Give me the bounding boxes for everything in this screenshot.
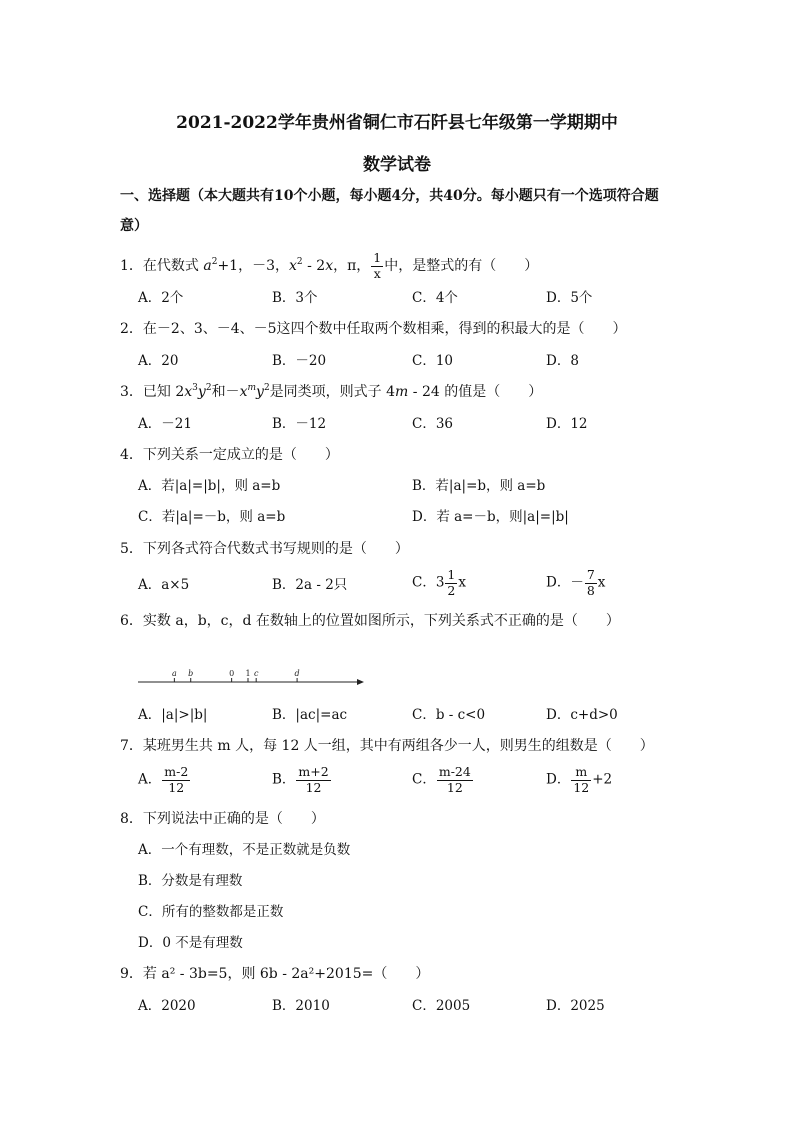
number-line-arrow	[357, 679, 364, 685]
q5-option-a: A．a×5	[138, 577, 190, 593]
fraction-1-over-x: $\frac{1}{x}$	[373, 250, 382, 281]
number-line-label-a: a	[171, 669, 177, 678]
q8-option-d: D．0 不是有理数	[138, 935, 243, 951]
q4-option-b: B．若|a|=b，则 a=b	[412, 478, 546, 494]
q4-option-d: D．若 a=－b，则|a|=|b|	[412, 509, 569, 525]
question-6: 6．实数 a，b，c，d 在数轴上的位置如图所示，下列关系式不正确的是（ ）	[120, 613, 620, 629]
q7-option-a: A． $\frac{m-2}{12}$	[138, 764, 189, 795]
question-3: 3．已知 $2x^3y^2$和$-x^my^2$是同类项，则式子 4m - 24 的值是（ ）	[120, 383, 543, 400]
number-line-label-b: b	[188, 669, 194, 678]
q2-option-a: A．20	[138, 353, 179, 369]
q1-option-c: C．4个	[412, 290, 458, 306]
number-line-figure	[138, 668, 370, 694]
exam-subtitle: 数学试卷	[363, 155, 431, 175]
q9-option-c: C．2005	[412, 998, 471, 1014]
q2-option-c: C．10	[412, 353, 454, 369]
q6-option-c: C．b - c<0	[412, 707, 486, 723]
q2-option-d: D．8	[546, 353, 579, 369]
q4-option-c: C．若|a|=－b，则 a=b	[138, 509, 286, 525]
question-9: 9．若 a² - 3b=5，则 6b - 2a²+2015=（ ）	[120, 966, 430, 982]
q7-option-d: D． $\frac{m}{12}$ +2	[546, 764, 613, 795]
q1-option-a: A．2个	[138, 290, 184, 306]
q9-option-d: D．2025	[546, 998, 605, 1014]
q6-option-a: A．|a|>|b|	[138, 707, 208, 723]
q8-option-c: C．所有的整数都是正数	[138, 904, 284, 920]
question-4: 4．下列关系一定成立的是（ ）	[120, 447, 339, 463]
q5-option-c: C．3 $\frac{1}{2}$ x	[412, 567, 466, 598]
q3-option-b: B．－12	[272, 416, 327, 432]
question-8: 8．下列说法中正确的是（ ）	[120, 811, 325, 827]
q1-option-b: B．3个	[272, 290, 318, 306]
number-line-label-0: 0	[229, 669, 235, 678]
exam-title: 2021-2022学年贵州省铜仁市石阡县七年级第一学期期中	[176, 113, 618, 133]
q6-option-b: B．|ac|=ac	[272, 707, 348, 723]
number-line-label-d: d	[294, 669, 300, 678]
q5-option-d: D．－ $\frac{7}{8}$ x	[546, 567, 606, 598]
q3-option-d: D．12	[546, 416, 588, 432]
q7-option-b: B． $\frac{m+2}{12}$	[272, 764, 329, 795]
q9-option-b: B．2010	[272, 998, 330, 1014]
q8-option-b: B．分数是有理数	[138, 873, 243, 889]
number-line-label-1: 1	[245, 669, 251, 678]
section-heading-line2: 意）	[120, 218, 148, 234]
question-1: 1．在代数式 $a^2+1$，－3，$x^2 - 2x$，π， $\frac{1}{x}$ 中，是整式的有（ ）	[120, 250, 539, 281]
q2-option-b: B．－20	[272, 353, 327, 369]
q3-option-a: A．－21	[138, 416, 192, 432]
question-7: 7．某班男生共 m 人，每 12 人一组，其中有两组各少一人，则男生的组数是（ ）	[120, 738, 654, 754]
q4-option-a: A．若|a|=|b|，则 a=b	[138, 478, 281, 494]
section-heading-line1: 一、选择题（本大题共有10个小题，每小题4分，共40分。每小题只有一个选项符合题	[120, 188, 659, 204]
q3-option-c: C．36	[412, 416, 454, 432]
q6-option-d: D．c+d>0	[546, 707, 618, 723]
question-5: 5．下列各式符合代数式书写规则的是（ ）	[120, 541, 409, 557]
number-line-label-c: c	[253, 669, 259, 678]
question-2: 2．在－2、3、－4、－5这四个数中任取两个数相乘，得到的积最大的是（ ）	[120, 321, 627, 337]
q5-option-b: B．2a - 2只	[272, 577, 348, 593]
q8-option-a: A．一个有理数，不是正数就是负数	[138, 842, 351, 858]
q7-option-c: C． $\frac{m-24}{12}$	[412, 764, 471, 795]
q9-option-a: A．2020	[138, 998, 196, 1014]
q1-option-d: D．5个	[546, 290, 593, 306]
